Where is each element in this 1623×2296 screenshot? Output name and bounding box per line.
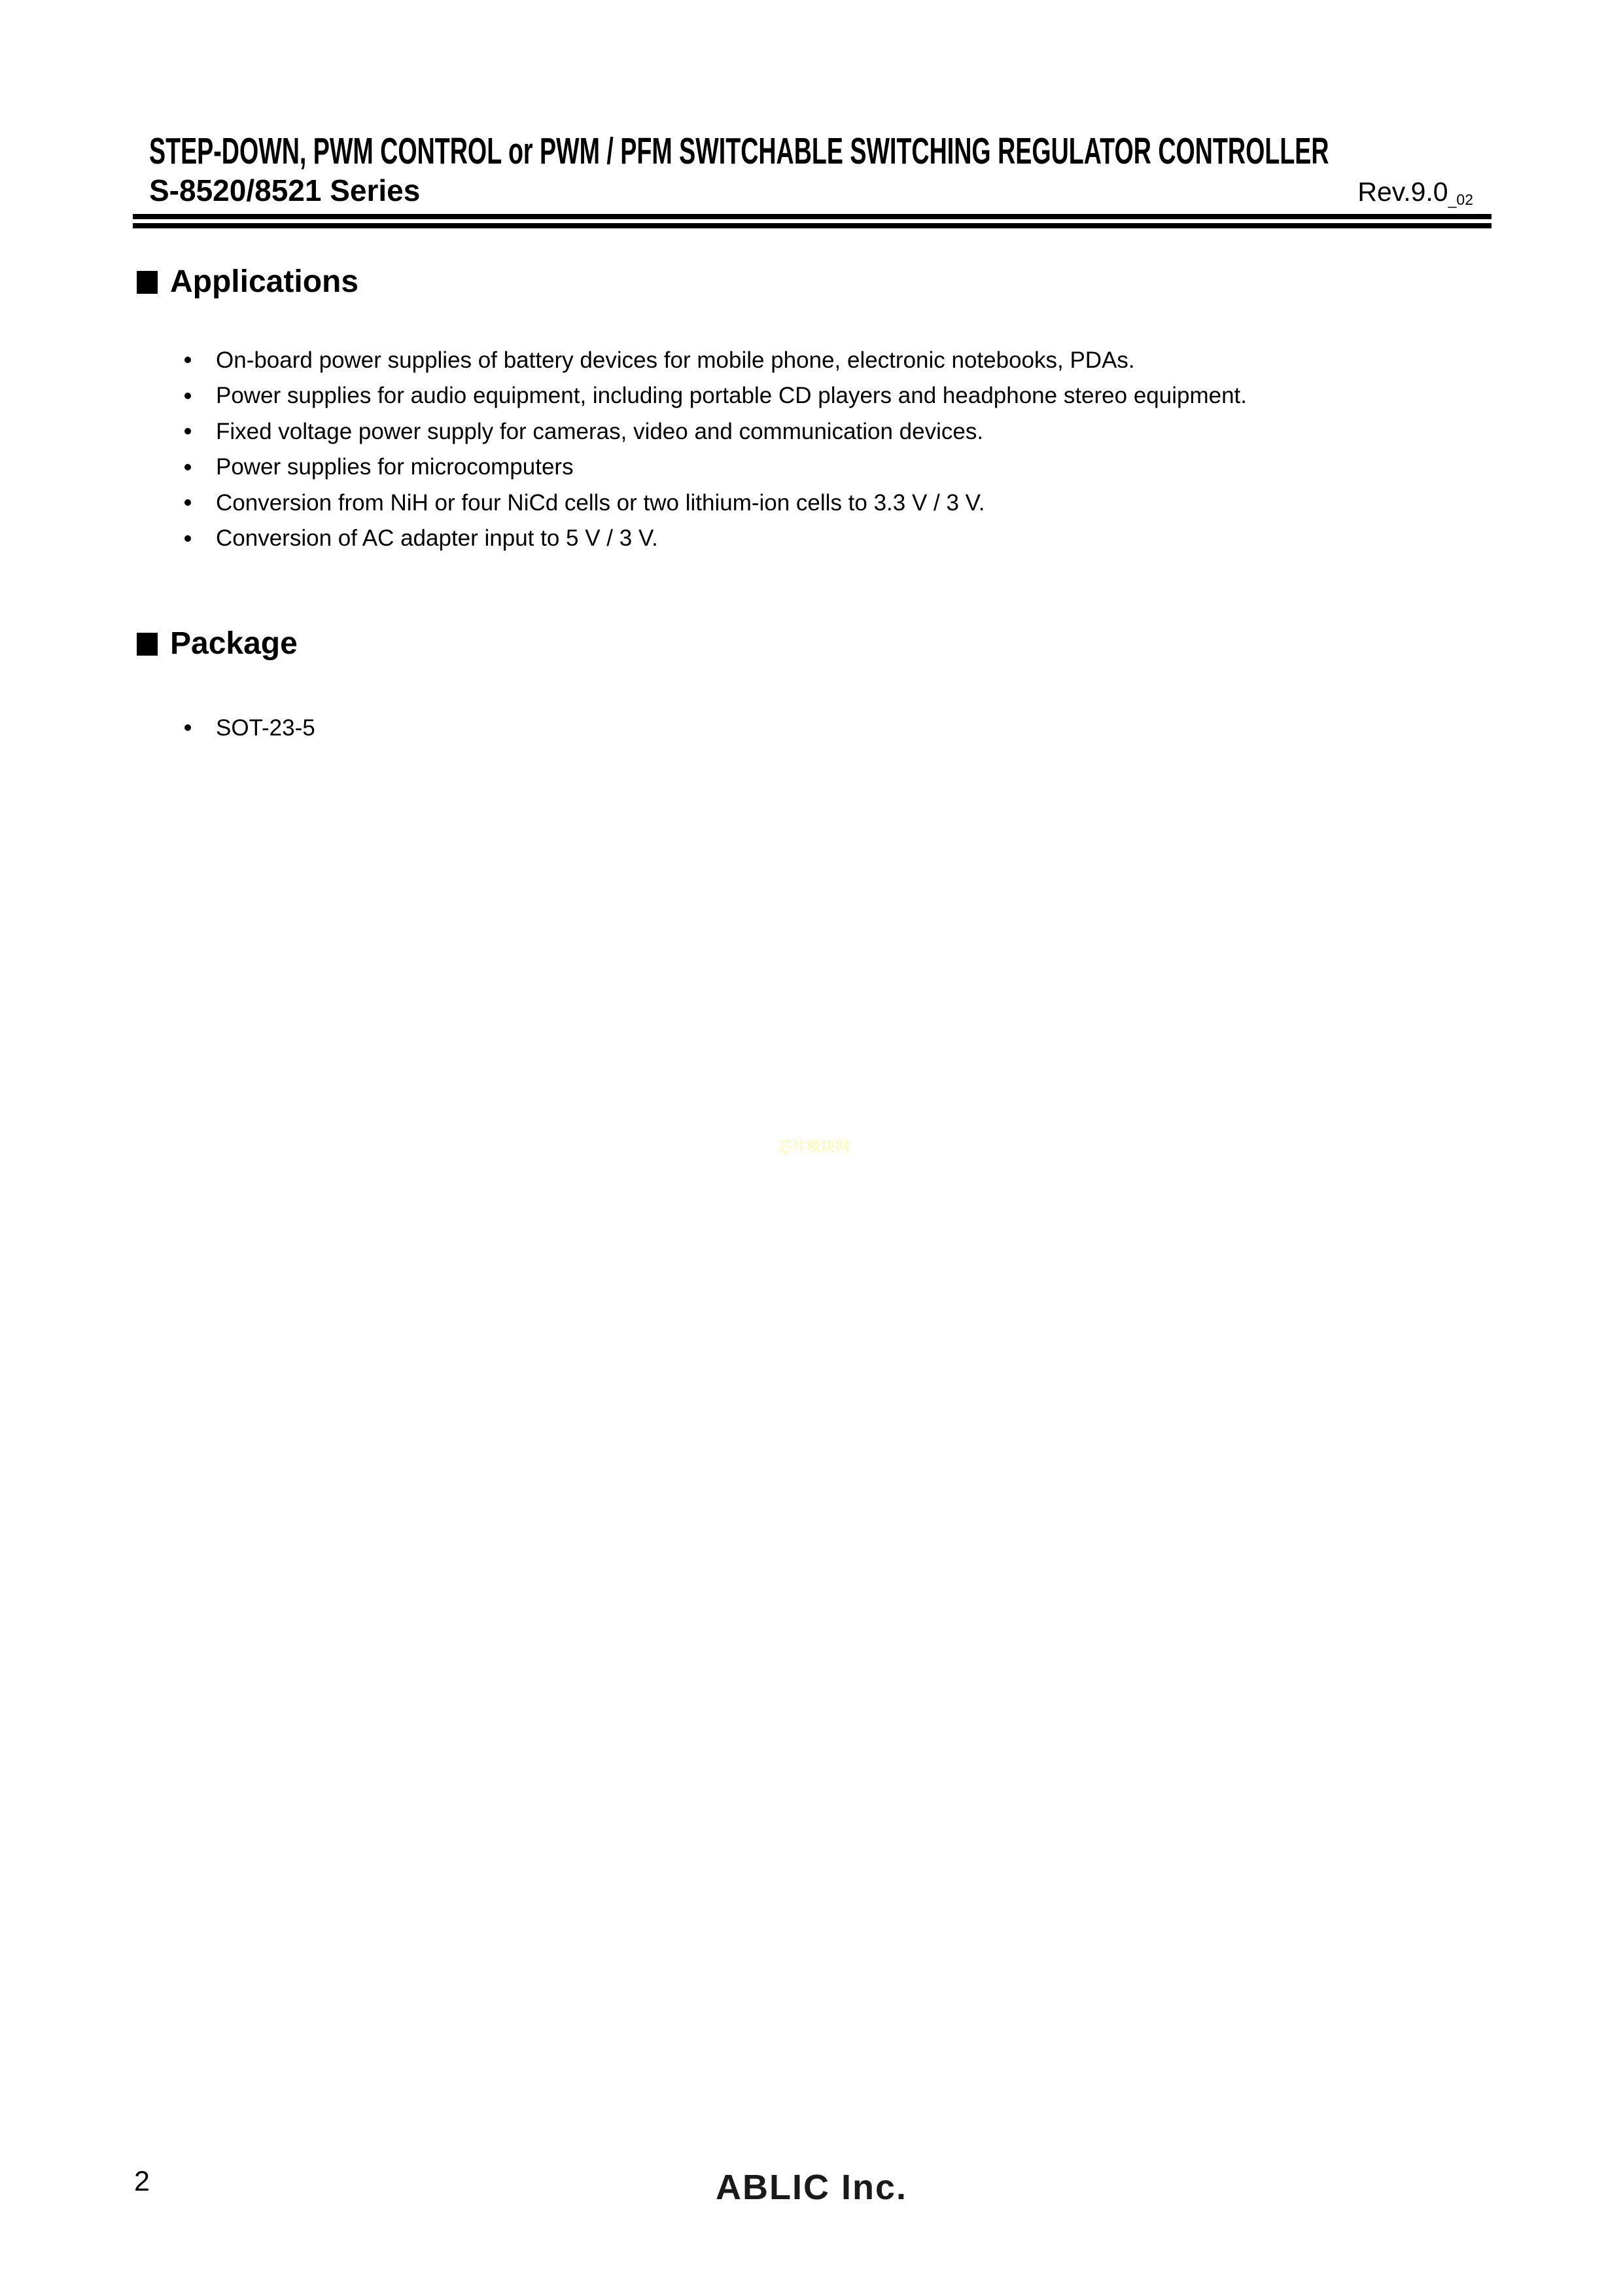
header-subtitle-row — [149, 175, 1473, 207]
list-item — [184, 342, 1247, 378]
revision-suffix: _02 — [1448, 191, 1473, 208]
list-item — [184, 521, 1247, 557]
bullet-icon — [184, 499, 191, 506]
section-marker-icon — [137, 633, 158, 656]
list-item — [184, 450, 1247, 486]
list-item — [184, 414, 1247, 450]
bullet-icon — [184, 357, 191, 363]
company-logo: ABLIC Inc. — [715, 2168, 907, 2207]
bullet-icon — [184, 464, 191, 470]
list-item — [184, 378, 1247, 414]
header-double-rule — [133, 214, 1492, 228]
bullet-icon — [184, 724, 191, 731]
list-item-text: Power supplies for audio equipment, including portable CD players and headphone stereo equipment. — [216, 383, 1248, 409]
revision-main: Rev.9.0 — [1357, 177, 1448, 207]
watermark-text: 芯片模块网 — [778, 1139, 850, 1155]
package-section-heading — [137, 628, 298, 660]
list-item-text: Conversion of AC adapter input to 5 V / 3 V. — [216, 525, 658, 552]
package-bullet-list — [184, 710, 315, 746]
list-item-text: Conversion from NiH or four NiCd cells or two lithium-ion cells to 3.3 V / 3 V. — [216, 489, 985, 516]
applications-section-heading — [137, 266, 358, 298]
section-marker-icon — [137, 271, 158, 294]
series-title: S-8520/8521 Series — [149, 173, 421, 207]
package-heading-text: Package — [170, 626, 298, 661]
bullet-icon — [184, 393, 191, 399]
list-item-text: Power supplies for microcomputers — [216, 454, 574, 480]
applications-bullet-list — [184, 342, 1247, 556]
list-item — [184, 485, 1247, 521]
applications-heading-text: Applications — [170, 264, 359, 299]
list-item-text: SOT-23-5 — [216, 715, 315, 741]
list-item-text: On-board power supplies of battery devices for mobile phone, electronic notebooks, PDAs. — [216, 347, 1135, 373]
document-title: STEP-DOWN, PWM CONTROL or PWM / PFM SWITCHABLE SWITCHING REGULATOR CONTROLLER — [149, 130, 1329, 172]
page-number: 2 — [134, 2166, 150, 2197]
revision-label — [1357, 179, 1473, 207]
list-item-text: Fixed voltage power supply for cameras, video and communication devices. — [216, 418, 984, 444]
list-item — [184, 710, 315, 746]
bullet-icon — [184, 535, 191, 542]
bullet-icon — [184, 428, 191, 434]
